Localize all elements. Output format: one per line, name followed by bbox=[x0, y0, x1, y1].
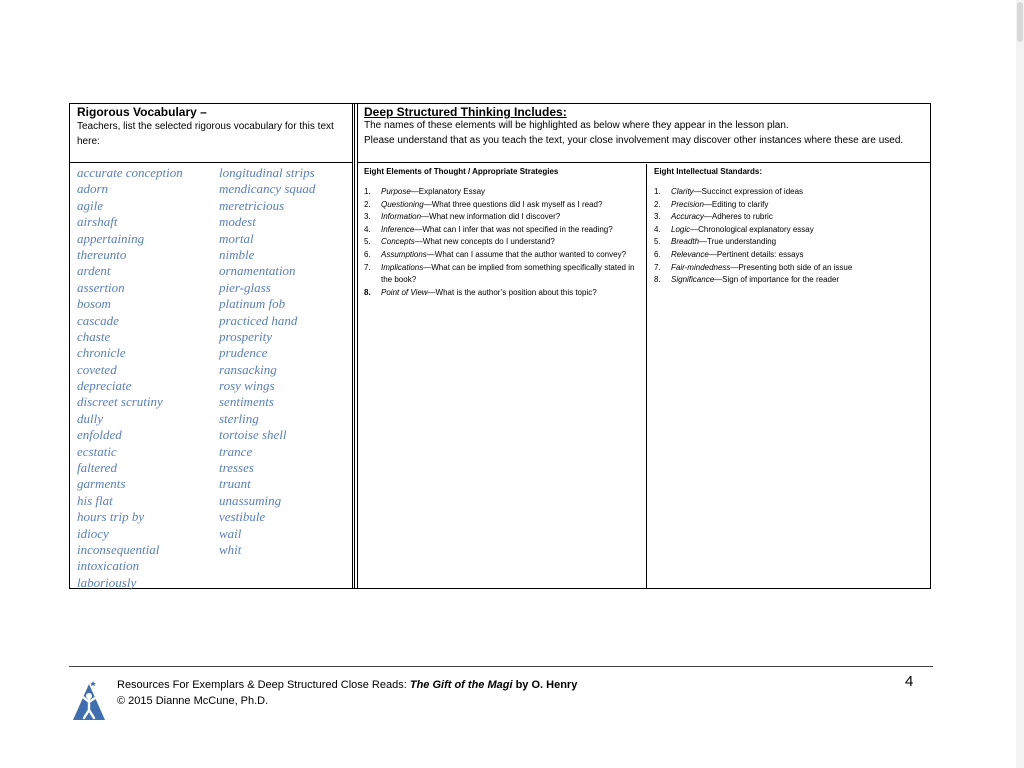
vocabulary-word: faltered bbox=[77, 460, 117, 476]
list-item-term: Information bbox=[381, 212, 422, 222]
list-item-number: 5. bbox=[364, 237, 371, 247]
vocabulary-word: inconsequential bbox=[77, 541, 160, 557]
list-item-number: 1. bbox=[364, 187, 371, 196]
thinking-title: Deep Structured Thinking Includes: bbox=[364, 105, 567, 119]
list-item-description: —What three questions did I ask myself as I read? bbox=[423, 199, 603, 209]
list-item-description: —Sign of importance for the reader bbox=[714, 275, 840, 285]
scrollbar-thumb[interactable] bbox=[1017, 2, 1023, 42]
vocabulary-word: whit bbox=[219, 541, 242, 557]
vocabulary-word: garments bbox=[77, 476, 126, 492]
list-item-description: —Adheres to rubric bbox=[703, 212, 773, 222]
list-item-description: —Pertinent details: essays bbox=[708, 249, 804, 259]
list-item-term: Point of View bbox=[381, 287, 428, 297]
footer-colon: : bbox=[403, 679, 410, 691]
vocabulary-instruction: Teachers, list the selected rigorous vocabulary for this text here: bbox=[77, 121, 334, 147]
vocabulary-column bbox=[70, 104, 353, 588]
list-item bbox=[654, 211, 924, 224]
vocabulary-word: assertion bbox=[77, 279, 125, 295]
vocabulary-word: sterling bbox=[219, 410, 259, 426]
column-divider bbox=[354, 104, 355, 588]
list-item-number: 6. bbox=[654, 249, 661, 259]
list-item-number: 7. bbox=[654, 262, 661, 272]
list-item bbox=[654, 236, 924, 249]
list-item-description: —What is the author’s position about this topic? bbox=[427, 287, 597, 297]
intellectual-standards-cell bbox=[648, 164, 930, 588]
elements-of-thought-cell bbox=[358, 164, 647, 588]
vocabulary-word: discreet scrutiny bbox=[77, 394, 163, 410]
vocabulary-word: appertaining bbox=[77, 230, 145, 246]
list-item bbox=[364, 199, 640, 212]
vocabulary-word: tresses bbox=[219, 460, 254, 476]
list-item bbox=[654, 199, 924, 212]
list-item-number: 6. bbox=[364, 249, 371, 259]
vocabulary-list-col-1 bbox=[77, 165, 183, 591]
footer-copyright: © 2015 Dianne McCune, Ph.D. bbox=[117, 695, 269, 707]
footer-book-title: The Gift of the Magi bbox=[409, 679, 513, 691]
list-item bbox=[364, 236, 640, 249]
list-item-description: —Presenting both side of an issue bbox=[730, 262, 853, 272]
vocabulary-word: nimble bbox=[219, 246, 255, 262]
thinking-note-1: The names of these elements will be highlighted as below where they appear in the lesson plan. bbox=[364, 120, 789, 131]
list-item bbox=[654, 224, 924, 237]
vocabulary-word: rosy wings bbox=[219, 378, 275, 394]
list-item-number: 4. bbox=[364, 224, 371, 234]
list-item-term: Significance bbox=[671, 275, 715, 285]
list-item-description: —Explanatory Essay bbox=[410, 187, 486, 196]
vocabulary-word: intoxication bbox=[77, 558, 140, 574]
vocabulary-word: trance bbox=[219, 443, 253, 459]
list-item-number: 8. bbox=[364, 287, 371, 297]
list-item bbox=[364, 211, 640, 224]
vocabulary-word: airshaft bbox=[77, 214, 118, 230]
list-item-term: Logic bbox=[671, 224, 691, 234]
vocabulary-word: pier-glass bbox=[219, 279, 271, 295]
list-item-number: 8. bbox=[654, 275, 661, 285]
list-item bbox=[364, 186, 640, 199]
list-item-term: Relevance bbox=[671, 249, 709, 259]
vocabulary-list-col-2 bbox=[219, 165, 315, 558]
vocabulary-word: enfolded bbox=[77, 427, 122, 443]
standards-title: Eight Intellectual Standards: bbox=[654, 167, 763, 176]
footer-resource-line bbox=[117, 677, 577, 693]
vocabulary-word: wail bbox=[219, 525, 242, 541]
vocabulary-word: hours trip by bbox=[77, 509, 145, 525]
list-item-number: 1. bbox=[654, 187, 661, 196]
vocabulary-word: truant bbox=[219, 476, 251, 492]
list-item-description: —True understanding bbox=[699, 237, 777, 247]
vocabulary-word: adorn bbox=[77, 181, 109, 197]
list-item-number: 3. bbox=[654, 212, 661, 222]
list-item-description: —What can I assume that the author wanted to convey? bbox=[426, 249, 627, 259]
vocabulary-word: laboriously bbox=[77, 574, 137, 590]
list-item-term: Inference bbox=[381, 224, 415, 234]
list-item bbox=[364, 262, 640, 287]
thinking-header bbox=[358, 104, 930, 163]
list-item-term: Assumptions bbox=[381, 249, 427, 259]
list-item-term: Purpose bbox=[381, 187, 411, 196]
list-item-number: 3. bbox=[364, 212, 371, 222]
list-item-number: 2. bbox=[654, 199, 661, 209]
vocabulary-word: bosom bbox=[77, 296, 111, 312]
list-item bbox=[364, 249, 640, 262]
vocabulary-word: dully bbox=[77, 410, 103, 426]
list-item-term: Accuracy bbox=[671, 212, 704, 222]
vocabulary-word: mendicancy squad bbox=[219, 181, 316, 197]
climbing-figure-logo-icon bbox=[71, 680, 107, 722]
vocabulary-word: vestibule bbox=[219, 509, 266, 525]
vocabulary-word: idiocy bbox=[77, 525, 109, 541]
vocabulary-word: agile bbox=[77, 197, 103, 213]
list-item bbox=[654, 262, 924, 275]
vocabulary-word: prudence bbox=[219, 345, 268, 361]
list-item-description: —Succinct expression of ideas bbox=[693, 187, 804, 196]
vocabulary-word: depreciate bbox=[77, 378, 132, 394]
vocabulary-word: thereunto bbox=[77, 246, 127, 262]
list-item-number: 4. bbox=[654, 224, 661, 234]
vocabulary-word: platinum fob bbox=[219, 296, 286, 312]
list-item bbox=[364, 287, 640, 300]
list-item-term: Precision bbox=[671, 199, 704, 209]
list-item-description: —What can be implied from something specifically stated in the book? bbox=[381, 262, 635, 285]
list-item-term: Fair-mindedness bbox=[671, 262, 731, 272]
list-item-term: Questioning bbox=[381, 199, 424, 209]
list-item bbox=[654, 274, 924, 287]
lesson-table bbox=[69, 103, 931, 589]
list-item bbox=[654, 249, 924, 262]
list-item-number: 2. bbox=[364, 199, 371, 209]
elements-title: Eight Elements of Thought / Appropriate Strategies bbox=[364, 167, 559, 176]
vocabulary-word: accurate conception bbox=[77, 165, 183, 180]
vocabulary-word: ransacking bbox=[219, 361, 277, 377]
elements-list bbox=[364, 186, 640, 299]
list-item-description: —What can I infer that was not specified in the reading? bbox=[414, 224, 613, 234]
vocabulary-word: unassuming bbox=[219, 492, 282, 508]
footer-text bbox=[117, 677, 577, 709]
vocabulary-word: his flat bbox=[77, 492, 113, 508]
list-item-description: —What new concepts do I understand? bbox=[414, 237, 555, 247]
list-item-number: 7. bbox=[364, 262, 371, 272]
footer-prefix: Resources For Exemplars & Deep Structured Close Reads bbox=[117, 679, 404, 691]
list-item-term: Breadth bbox=[671, 237, 700, 247]
vocabulary-word: ardent bbox=[77, 263, 111, 279]
page-number: 4 bbox=[905, 673, 914, 690]
vocabulary-header bbox=[70, 104, 352, 163]
vocabulary-title: Rigorous Vocabulary – bbox=[77, 105, 207, 119]
vocabulary-word: sentiments bbox=[219, 394, 274, 410]
standards-list bbox=[654, 186, 924, 287]
list-item-description: —What new information did I discover? bbox=[421, 212, 561, 222]
vocabulary-word: modest bbox=[219, 214, 256, 230]
vocabulary-word: practiced hand bbox=[219, 312, 298, 328]
vocabulary-word: chaste bbox=[77, 328, 111, 344]
list-item-number: 5. bbox=[654, 237, 661, 247]
vocabulary-word: mortal bbox=[219, 230, 254, 246]
list-item-term: Clarity bbox=[671, 187, 694, 196]
vocabulary-word: coveted bbox=[77, 361, 117, 377]
vocabulary-word: chronicle bbox=[77, 345, 126, 361]
list-item-description: —Editing to clarify bbox=[703, 199, 769, 209]
footer-author: by O. Henry bbox=[512, 679, 578, 691]
vocabulary-word: cascade bbox=[77, 312, 119, 328]
vocabulary-word: meretricious bbox=[219, 197, 285, 213]
list-item bbox=[654, 186, 924, 199]
list-item-term: Concepts bbox=[381, 237, 415, 247]
thinking-note-2: Please understand that as you teach the text, your close involvement may discover other instances where these are used. bbox=[364, 134, 904, 146]
vocabulary-word: tortoise shell bbox=[219, 427, 287, 443]
list-item bbox=[364, 224, 640, 237]
vocabulary-word: longitudinal strips bbox=[219, 165, 315, 180]
vocabulary-word: ornamentation bbox=[219, 263, 296, 279]
vocabulary-word: ecstatic bbox=[77, 443, 117, 459]
scrollbar[interactable] bbox=[1016, 0, 1024, 768]
vocabulary-word: prosperity bbox=[219, 328, 272, 344]
thinking-column bbox=[357, 104, 930, 588]
list-item-term: Implications bbox=[381, 262, 424, 272]
list-item-description: —Chronological explanatory essay bbox=[690, 224, 814, 234]
footer-rule bbox=[69, 666, 933, 667]
